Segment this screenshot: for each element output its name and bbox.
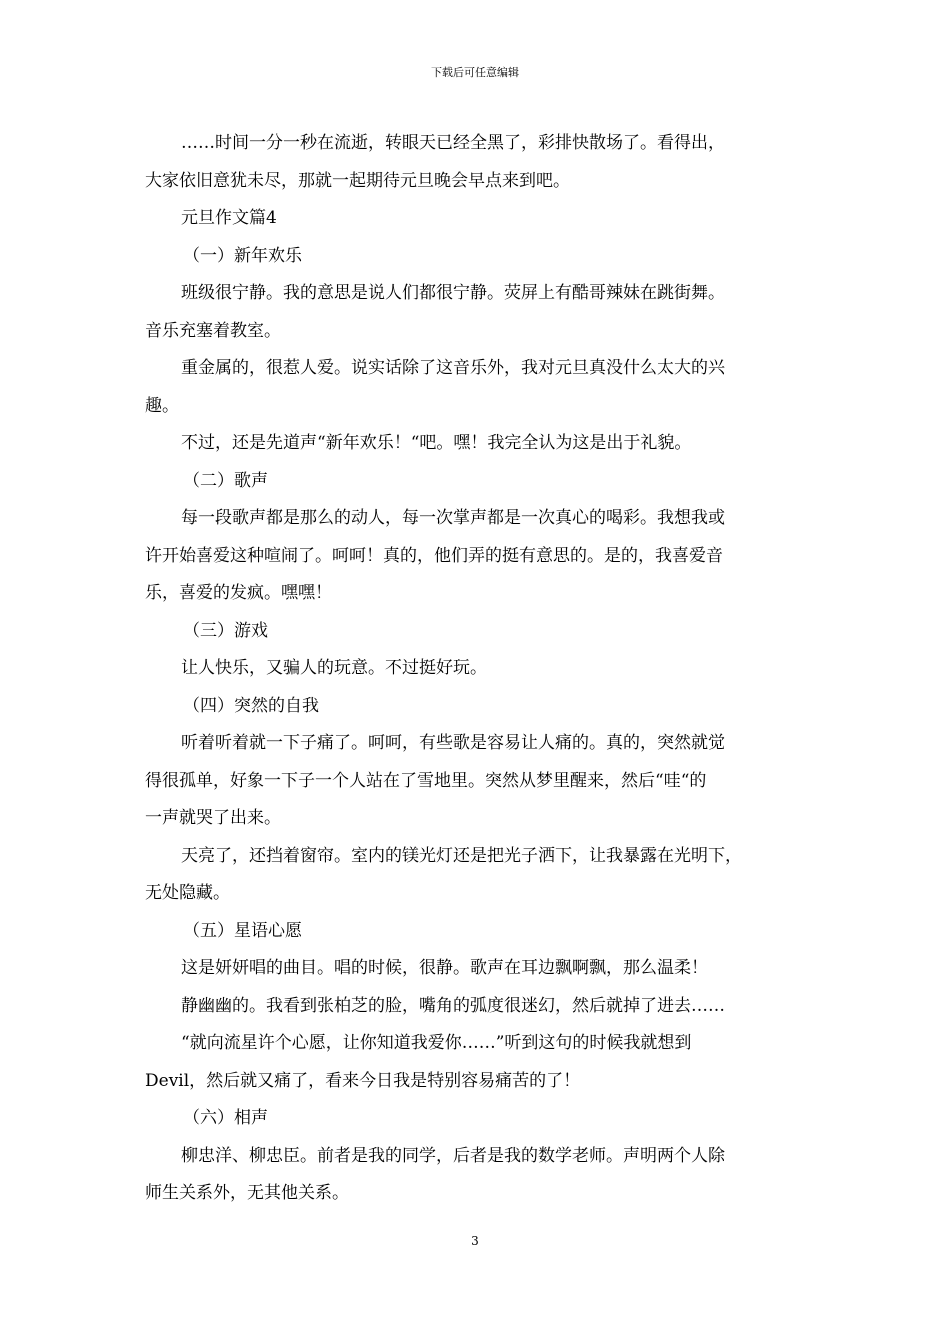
text-line: 让人快乐，又骗人的玩意。不过挺好玩。 — [181, 658, 487, 678]
page-number: 3 — [471, 1234, 479, 1248]
text-line: （四）突然的自我 — [183, 695, 319, 716]
text-line: 元旦作文篇4 — [181, 208, 277, 228]
text-line: ……时间一分一秒在流逝，转眼天已经全黑了，彩排快散场了。看得出， — [181, 133, 725, 153]
text-line: 一声就哭了出来。 — [145, 808, 281, 828]
text-line: （一）新年欢乐 — [183, 245, 302, 266]
text-line: Devil，然后就又痛了，看来今日我是特别容易痛苦的了！ — [145, 1070, 581, 1091]
text-line: 天亮了，还挡着窗帘。室内的镁光灯还是把光子洒下，让我暴露在光明下， — [181, 845, 742, 866]
text-line: 趣。 — [145, 395, 179, 416]
text-line: （六）相声 — [183, 1108, 268, 1128]
text-line: 这是妍妍唱的曲目。唱的时候，很静。歌声在耳边飘啊飘，那么温柔！ — [181, 958, 708, 978]
text-line: 重金属的，很惹人爱。说实话除了这音乐外，我对元旦真没什么太大的兴 — [181, 358, 725, 378]
text-line: 听着听着就一下子痛了。呵呵，有些歌是容易让人痛的。真的，突然就觉 — [181, 733, 725, 753]
text-line: “就向流星许个心愿，让你知道我爱你……”听到这句的时候我就想到 — [181, 1033, 692, 1053]
text-line: 无处隐藏。 — [145, 883, 230, 903]
text-line: （三）游戏 — [183, 620, 268, 641]
text-line: 师生关系外，无其他关系。 — [145, 1183, 349, 1203]
text-line: 许开始喜爱这种喧闹了。呵呵！真的，他们弄的挺有意思的。是的，我喜爱音 — [145, 545, 723, 566]
document-body — [145, 125, 810, 1213]
text-line: 柳忠洋、柳忠臣。前者是我的同学，后者是我的数学老师。声明两个人除 — [181, 1145, 725, 1166]
page-header: 下载后可任意编辑 — [431, 66, 519, 79]
text-line: 大家依旧意犹未尽，那就一起期待元旦晚会早点来到吧。 — [145, 170, 570, 191]
text-line: （五）星语心愿 — [183, 920, 302, 941]
text-line: 静幽幽的。我看到张柏芝的脸，嘴角的弧度很迷幻，然后就掉了进去…… — [181, 995, 725, 1016]
text-line: （二）歌声 — [183, 470, 268, 491]
text-line: 每一段歌声都是那么的动人，每一次掌声都是一次真心的喝彩。我想我或 — [181, 508, 725, 528]
text-line: 班级很宁静。我的意思是说人们都很宁静。荧屏上有酷哥辣妹在跳街舞。 — [181, 283, 725, 303]
text-line: 乐，喜爱的发疯。嘿嘿！ — [145, 583, 332, 603]
text-line: 音乐充塞着教室。 — [145, 320, 281, 341]
text-line: 不过，还是先道声“新年欢乐！“吧。嘿！我完全认为这是出于礼貌。 — [181, 433, 692, 453]
text-line: 得很孤单，好象一下子一个人站在了雪地里。突然从梦里醒来，然后“哇“的 — [145, 770, 707, 791]
